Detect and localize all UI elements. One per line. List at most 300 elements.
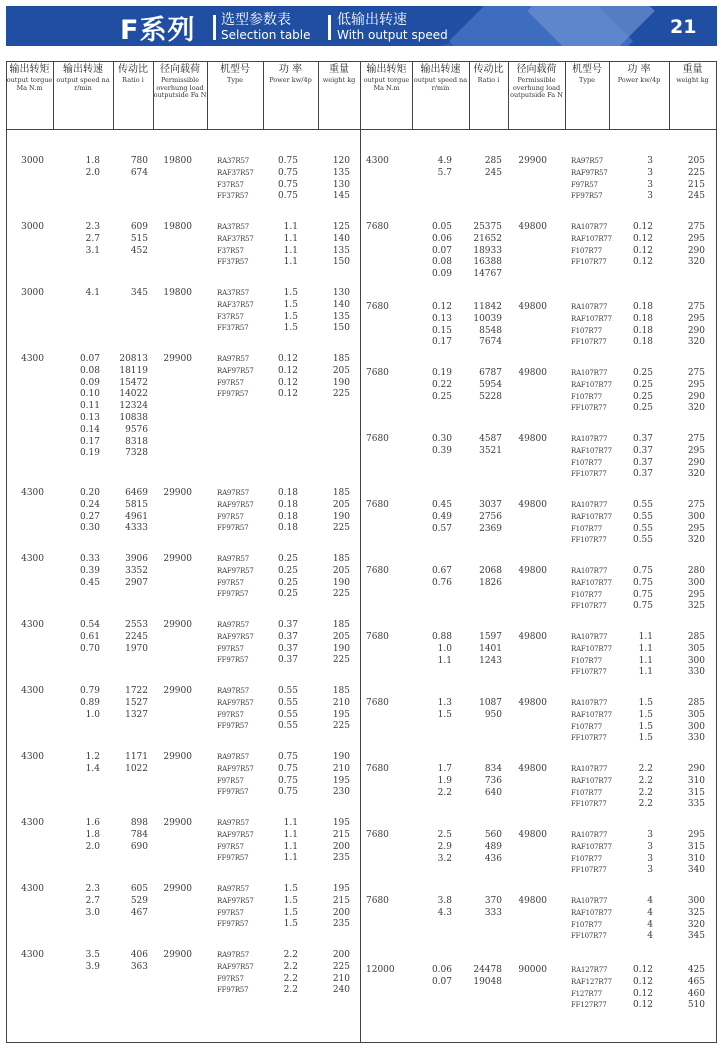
cell-power bbox=[615, 222, 653, 269]
cell-value: 190 bbox=[332, 643, 350, 654]
cell-value: 0.75 bbox=[277, 179, 298, 190]
cell-value: F37R57 bbox=[217, 180, 244, 189]
cell-value: 0.25 bbox=[277, 565, 298, 576]
header-label-en: weight kg bbox=[676, 76, 709, 84]
cell-value: 3000 bbox=[21, 156, 44, 166]
cell-weight bbox=[671, 302, 705, 349]
cell-value: 225 bbox=[332, 389, 350, 400]
cell-value: 29900 bbox=[163, 488, 192, 498]
cell-value: 510 bbox=[687, 1000, 705, 1011]
cell-power bbox=[268, 354, 298, 401]
cell-speed bbox=[60, 686, 100, 721]
cell-value: 205 bbox=[332, 365, 350, 376]
cell-value: 0.09 bbox=[79, 377, 100, 388]
cell-value: 2.2 bbox=[638, 787, 653, 798]
cell-value: FF107R77 bbox=[571, 800, 607, 809]
cell-value: 0.18 bbox=[277, 488, 298, 498]
cell-weight bbox=[318, 884, 350, 931]
cell-value: 29900 bbox=[163, 620, 192, 630]
cell-value: 135 bbox=[332, 245, 350, 256]
cell-value: 345 bbox=[687, 931, 705, 942]
cell-power bbox=[268, 488, 298, 535]
cell-value: 285 bbox=[687, 632, 705, 642]
cell-power bbox=[615, 156, 653, 203]
cell-value: 2.2 bbox=[283, 973, 298, 984]
cell-value: 0.75 bbox=[277, 191, 298, 202]
cell-value: 0.55 bbox=[632, 500, 653, 510]
cell-ratio bbox=[462, 222, 502, 281]
cell-value: 300 bbox=[687, 896, 705, 906]
cell-speed bbox=[411, 500, 452, 535]
cell-value: 1.1 bbox=[283, 829, 298, 840]
cell-value: 3.8 bbox=[437, 896, 452, 906]
cell-value: 0.18 bbox=[632, 325, 653, 336]
cell-value: 295 bbox=[687, 313, 705, 324]
subtitle-en: With output speed bbox=[337, 28, 448, 42]
cell-value: 210 bbox=[332, 973, 350, 984]
cell-ratio bbox=[462, 632, 502, 667]
cell-value: 1.1 bbox=[437, 655, 452, 666]
cell-value: 0.18 bbox=[277, 511, 298, 522]
cell-weight bbox=[671, 500, 705, 547]
cell-value: 29900 bbox=[163, 554, 192, 564]
cell-value: 784 bbox=[130, 829, 148, 840]
cell-value: 1.5 bbox=[283, 299, 298, 310]
cell-value: 185 bbox=[332, 686, 350, 696]
cell-value: 7680 bbox=[366, 764, 389, 774]
cell-value: 1.4 bbox=[85, 763, 100, 774]
cell-value: 0.27 bbox=[79, 511, 100, 522]
cell-value: FF107R77 bbox=[571, 404, 607, 413]
cell-value: F37R57 bbox=[217, 312, 244, 321]
cell-value: F37R57 bbox=[217, 246, 244, 255]
cell-value: F107R77 bbox=[571, 788, 602, 797]
cell-value: 295 bbox=[687, 379, 705, 390]
header-label-cn: 径向载荷 bbox=[160, 64, 200, 75]
cell-value: 0.75 bbox=[277, 775, 298, 786]
cell-value: 0.88 bbox=[431, 632, 452, 642]
cell-power bbox=[615, 698, 653, 745]
cell-value: 0.76 bbox=[431, 577, 452, 588]
cell-value: 0.12 bbox=[632, 965, 653, 975]
cell-type bbox=[571, 632, 611, 679]
cell-power bbox=[615, 896, 653, 943]
cell-value: 690 bbox=[130, 841, 148, 852]
cell-value: 467 bbox=[130, 907, 148, 918]
cell-value: 5954 bbox=[479, 379, 502, 390]
cell-value: 49800 bbox=[518, 896, 547, 906]
cell-value: 295 bbox=[687, 445, 705, 456]
cell-value: 0.25 bbox=[277, 577, 298, 588]
cell-value: 285 bbox=[687, 698, 705, 708]
header-label-en: Type bbox=[578, 76, 595, 84]
cell-value: 7680 bbox=[366, 368, 389, 378]
cell-value: 4300 bbox=[21, 488, 44, 498]
cell-value: 140 bbox=[332, 233, 350, 244]
cell-value: 1.1 bbox=[283, 818, 298, 828]
cell-value: 0.57 bbox=[431, 523, 452, 534]
cell-value: RA37R57 bbox=[217, 223, 250, 231]
cell-value: 560 bbox=[484, 830, 502, 840]
cell-value: 2.2 bbox=[437, 787, 452, 798]
cell-value: FF37R57 bbox=[217, 258, 249, 267]
cell-value: 4300 bbox=[366, 156, 389, 166]
cell-value: 1722 bbox=[125, 686, 148, 696]
cell-value: 0.12 bbox=[632, 222, 653, 232]
cell-value: 0.37 bbox=[277, 620, 298, 630]
cell-value: 185 bbox=[332, 354, 350, 364]
cell-value: 4 bbox=[647, 896, 653, 906]
cell-weight bbox=[318, 222, 350, 269]
cell-value: 190 bbox=[332, 511, 350, 522]
cell-weight bbox=[318, 752, 350, 799]
cell-ratio bbox=[462, 302, 502, 349]
cell-weight bbox=[318, 354, 350, 401]
cell-value: 235 bbox=[332, 853, 350, 864]
cell-value: FF107R77 bbox=[571, 470, 607, 479]
cell-value: 1.7 bbox=[437, 764, 452, 774]
cell-value: 0.11 bbox=[79, 401, 100, 412]
cell-value: RAF127R77 bbox=[571, 977, 612, 986]
cell-value: FF97R57 bbox=[217, 656, 249, 665]
cell-ratio bbox=[462, 434, 502, 458]
cell-value: 0.89 bbox=[79, 697, 100, 708]
cell-value: 240 bbox=[332, 985, 350, 996]
cell-power bbox=[615, 632, 653, 679]
cell-value: 150 bbox=[332, 323, 350, 334]
cell-torque bbox=[366, 698, 400, 710]
cell-type bbox=[217, 288, 261, 335]
cell-value: RA97R57 bbox=[217, 951, 250, 959]
cell-torque bbox=[8, 620, 44, 632]
cell-value: 0.05 bbox=[431, 222, 452, 232]
cell-value: 0.06 bbox=[431, 965, 452, 975]
cell-value: 3906 bbox=[125, 554, 148, 564]
cell-value: 333 bbox=[484, 907, 502, 918]
cell-value: 335 bbox=[687, 799, 705, 810]
cell-value: 0.67 bbox=[431, 566, 452, 576]
cell-value: 0.12 bbox=[431, 302, 452, 312]
cell-value: 0.75 bbox=[277, 752, 298, 762]
cell-value: 370 bbox=[484, 896, 502, 906]
cell-value: 19800 bbox=[163, 156, 192, 166]
left-header-load bbox=[153, 64, 207, 100]
cell-value: 205 bbox=[332, 499, 350, 510]
cell-type bbox=[571, 698, 611, 745]
cell-torque bbox=[8, 288, 44, 300]
header-label-en: Permissible overhung load outputside Fa N bbox=[510, 76, 563, 99]
cell-value: 200 bbox=[332, 841, 350, 852]
cell-type bbox=[571, 896, 611, 943]
cell-value: RAF97R57 bbox=[217, 366, 254, 375]
cell-value: 0.75 bbox=[632, 566, 653, 576]
cell-value: FF97R57 bbox=[217, 722, 249, 731]
cell-value: RA107R77 bbox=[571, 369, 608, 377]
cell-value: RAF97R57 bbox=[217, 500, 254, 509]
cell-value: RA107R77 bbox=[571, 303, 608, 311]
cell-load bbox=[158, 620, 192, 632]
cell-type bbox=[571, 566, 611, 613]
cell-value: 0.19 bbox=[431, 368, 452, 378]
header-label-en: output speed na r/min bbox=[56, 76, 110, 92]
cell-value: 145 bbox=[332, 191, 350, 202]
cell-value: RAF107R77 bbox=[571, 512, 612, 521]
cell-value: RA107R77 bbox=[571, 501, 608, 509]
cell-speed bbox=[411, 368, 452, 403]
cell-value: 0.13 bbox=[79, 412, 100, 423]
cell-value: 200 bbox=[332, 907, 350, 918]
cell-value: FF97R57 bbox=[217, 590, 249, 599]
cell-value: 4300 bbox=[21, 818, 44, 828]
cell-value: 609 bbox=[130, 222, 148, 232]
cell-value: 1970 bbox=[125, 643, 148, 654]
cell-value: RA107R77 bbox=[571, 699, 608, 707]
cell-value: 49800 bbox=[518, 632, 547, 642]
cell-value: 215 bbox=[687, 179, 705, 190]
cell-torque bbox=[8, 950, 44, 962]
cell-value: 295 bbox=[687, 523, 705, 534]
cell-value: 0.08 bbox=[431, 257, 452, 268]
cell-value: 190 bbox=[332, 752, 350, 762]
cell-type bbox=[571, 368, 611, 415]
cell-value: 49800 bbox=[518, 434, 547, 444]
header-divider-right bbox=[361, 129, 716, 130]
cell-value: F107R77 bbox=[571, 392, 602, 401]
cell-value: RAF107R77 bbox=[571, 776, 612, 785]
cell-torque bbox=[366, 632, 400, 644]
cell-value: 320 bbox=[687, 337, 705, 348]
cell-speed bbox=[60, 554, 100, 589]
cell-value: F97R57 bbox=[571, 180, 598, 189]
cell-value: 0.25 bbox=[632, 403, 653, 414]
cell-value: 4333 bbox=[125, 523, 148, 534]
cell-value: 295 bbox=[687, 233, 705, 244]
cell-power bbox=[268, 752, 298, 799]
cell-power bbox=[615, 434, 653, 481]
cell-torque bbox=[366, 896, 400, 908]
cell-value: 49800 bbox=[518, 566, 547, 576]
cell-value: 0.12 bbox=[632, 1000, 653, 1011]
cell-torque bbox=[366, 566, 400, 578]
cell-value: 275 bbox=[687, 434, 705, 444]
cell-value: 130 bbox=[332, 179, 350, 190]
cell-value: 2.2 bbox=[638, 764, 653, 774]
cell-value: 1401 bbox=[479, 643, 502, 654]
header-label-cn: 重量 bbox=[682, 64, 703, 75]
cell-value: FF107R77 bbox=[571, 338, 607, 347]
cell-weight bbox=[671, 632, 705, 679]
cell-speed bbox=[60, 752, 100, 776]
cell-value: 225 bbox=[332, 721, 350, 732]
cell-value: 1.9 bbox=[437, 775, 452, 786]
cell-value: 290 bbox=[687, 764, 705, 774]
cell-value: 210 bbox=[332, 763, 350, 774]
cell-value: F97R57 bbox=[217, 378, 244, 387]
cell-value: F107R77 bbox=[571, 458, 602, 467]
cell-value: RAF97R57 bbox=[217, 830, 254, 839]
cell-value: 4.3 bbox=[437, 907, 452, 918]
cell-value: RAF37R57 bbox=[217, 300, 254, 309]
cell-value: 14767 bbox=[473, 269, 502, 280]
cell-value: 49800 bbox=[518, 500, 547, 510]
cell-value: FF97R57 bbox=[217, 854, 249, 863]
cell-value: F127R77 bbox=[571, 989, 602, 998]
header-label-cn: 输出转速 bbox=[63, 64, 103, 75]
cell-value: 0.55 bbox=[277, 686, 298, 696]
cell-value: 4.1 bbox=[85, 288, 100, 298]
cell-value: 0.49 bbox=[431, 511, 452, 522]
cell-value: RAF97R57 bbox=[217, 632, 254, 641]
cell-value: 674 bbox=[130, 167, 148, 178]
cell-value: 1.1 bbox=[283, 853, 298, 864]
cell-value: 215 bbox=[332, 829, 350, 840]
cell-load bbox=[158, 354, 192, 366]
cell-value: 1.1 bbox=[283, 841, 298, 852]
cell-value: F97R57 bbox=[217, 710, 244, 719]
cell-ratio bbox=[112, 620, 148, 655]
header-banner bbox=[6, 6, 717, 46]
cell-load bbox=[158, 554, 192, 566]
cell-value: 1.0 bbox=[85, 709, 100, 720]
cell-value: 1.6 bbox=[85, 818, 100, 828]
cell-value: 3 bbox=[647, 841, 653, 852]
cell-torque bbox=[366, 302, 400, 314]
cell-value: 2.2 bbox=[638, 799, 653, 810]
header-label-en: Type bbox=[226, 76, 243, 84]
cell-value: 2.2 bbox=[283, 950, 298, 960]
cell-value: 489 bbox=[484, 841, 502, 852]
right-header-power bbox=[609, 64, 669, 85]
cell-value: 460 bbox=[687, 988, 705, 999]
cell-ratio bbox=[462, 368, 502, 403]
table-center-divider bbox=[360, 61, 361, 1043]
cell-power bbox=[268, 288, 298, 335]
cell-value: F97R57 bbox=[217, 776, 244, 785]
cell-power bbox=[268, 620, 298, 667]
cell-value: 780 bbox=[130, 156, 148, 166]
cell-value: FF97R57 bbox=[571, 192, 603, 201]
cell-torque bbox=[366, 368, 400, 380]
cell-value: 19048 bbox=[473, 976, 502, 987]
cell-load bbox=[158, 818, 192, 830]
cell-value: F107R77 bbox=[571, 524, 602, 533]
cell-value: 0.54 bbox=[79, 620, 100, 630]
cell-value: 3 bbox=[647, 191, 653, 202]
cell-value: 295 bbox=[687, 589, 705, 600]
cell-value: 29900 bbox=[163, 818, 192, 828]
cell-value: RAF107R77 bbox=[571, 234, 612, 243]
cell-value: 7674 bbox=[479, 337, 502, 348]
cell-value: 0.75 bbox=[632, 601, 653, 612]
cell-value: 2.5 bbox=[437, 830, 452, 840]
cell-type bbox=[217, 950, 261, 997]
cell-value: 4300 bbox=[21, 884, 44, 894]
cell-power bbox=[268, 686, 298, 733]
cell-value: 0.12 bbox=[277, 354, 298, 364]
header-label-cn: 传动比 bbox=[473, 64, 504, 75]
cell-power bbox=[615, 566, 653, 613]
right-header-speed bbox=[412, 64, 469, 92]
cell-value: 0.37 bbox=[277, 643, 298, 654]
cell-value: 3521 bbox=[479, 445, 502, 456]
cell-value: 230 bbox=[332, 787, 350, 798]
cell-ratio bbox=[462, 156, 502, 180]
cell-value: F97R57 bbox=[217, 512, 244, 521]
cell-value: 245 bbox=[687, 191, 705, 202]
cell-torque bbox=[366, 156, 400, 168]
cell-value: 0.10 bbox=[79, 389, 100, 400]
cell-value: RAF97R57 bbox=[217, 962, 254, 971]
cell-torque bbox=[8, 354, 44, 366]
cell-value: 1.8 bbox=[85, 829, 100, 840]
cell-torque bbox=[8, 818, 44, 830]
cell-value: 25375 bbox=[473, 222, 502, 232]
cell-value: 0.12 bbox=[277, 365, 298, 376]
cell-power bbox=[268, 884, 298, 931]
cell-ratio bbox=[462, 830, 502, 865]
cell-value: 29900 bbox=[163, 752, 192, 762]
cell-value: 8318 bbox=[125, 436, 148, 447]
cell-value: 305 bbox=[687, 643, 705, 654]
cell-speed bbox=[60, 818, 100, 853]
cell-value: 1.5 bbox=[437, 709, 452, 720]
cell-value: 4961 bbox=[125, 511, 148, 522]
cell-value: 3.0 bbox=[85, 907, 100, 918]
cell-value: 1.5 bbox=[283, 884, 298, 894]
cell-value: 0.30 bbox=[79, 523, 100, 534]
cell-value: 19800 bbox=[163, 288, 192, 298]
subtitle-cn: 低输出转速 bbox=[337, 12, 407, 28]
cell-value: 7328 bbox=[125, 448, 148, 459]
cell-value: 2756 bbox=[479, 511, 502, 522]
cell-value: 290 bbox=[687, 391, 705, 402]
cell-value: FF97R57 bbox=[217, 920, 249, 929]
cell-value: 1.1 bbox=[283, 222, 298, 232]
cell-load bbox=[513, 156, 547, 168]
header-divider-left bbox=[6, 129, 360, 130]
cell-value: 4300 bbox=[21, 950, 44, 960]
page-number: 21 bbox=[670, 16, 697, 38]
cell-value: RA97R57 bbox=[217, 819, 250, 827]
cell-value: 320 bbox=[687, 403, 705, 414]
cell-value: 0.70 bbox=[79, 643, 100, 654]
cell-value: 2.9 bbox=[437, 841, 452, 852]
cell-ratio bbox=[462, 566, 502, 590]
cell-value: 195 bbox=[332, 884, 350, 894]
cell-value: 5.7 bbox=[437, 167, 452, 178]
cell-value: F107R77 bbox=[571, 920, 602, 929]
cell-value: RAF107R77 bbox=[571, 578, 612, 587]
cell-value: 0.75 bbox=[632, 577, 653, 588]
left-header-torque bbox=[6, 64, 53, 92]
cell-value: 1.5 bbox=[283, 895, 298, 906]
cell-value: 0.18 bbox=[632, 337, 653, 348]
cell-value: 29900 bbox=[163, 354, 192, 364]
cell-power bbox=[615, 500, 653, 547]
cell-value: 195 bbox=[332, 775, 350, 786]
cell-weight bbox=[318, 488, 350, 535]
cell-ratio bbox=[462, 896, 502, 920]
cell-value: 0.18 bbox=[632, 313, 653, 324]
cell-value: 29900 bbox=[163, 686, 192, 696]
cell-value: 2.0 bbox=[85, 167, 100, 178]
cell-speed bbox=[60, 950, 100, 974]
cell-value: F97R57 bbox=[217, 578, 244, 587]
cell-ratio bbox=[112, 222, 148, 257]
cell-value: 300 bbox=[687, 655, 705, 666]
header-label-cn: 径向载荷 bbox=[516, 64, 557, 75]
cell-value: 1527 bbox=[125, 697, 148, 708]
